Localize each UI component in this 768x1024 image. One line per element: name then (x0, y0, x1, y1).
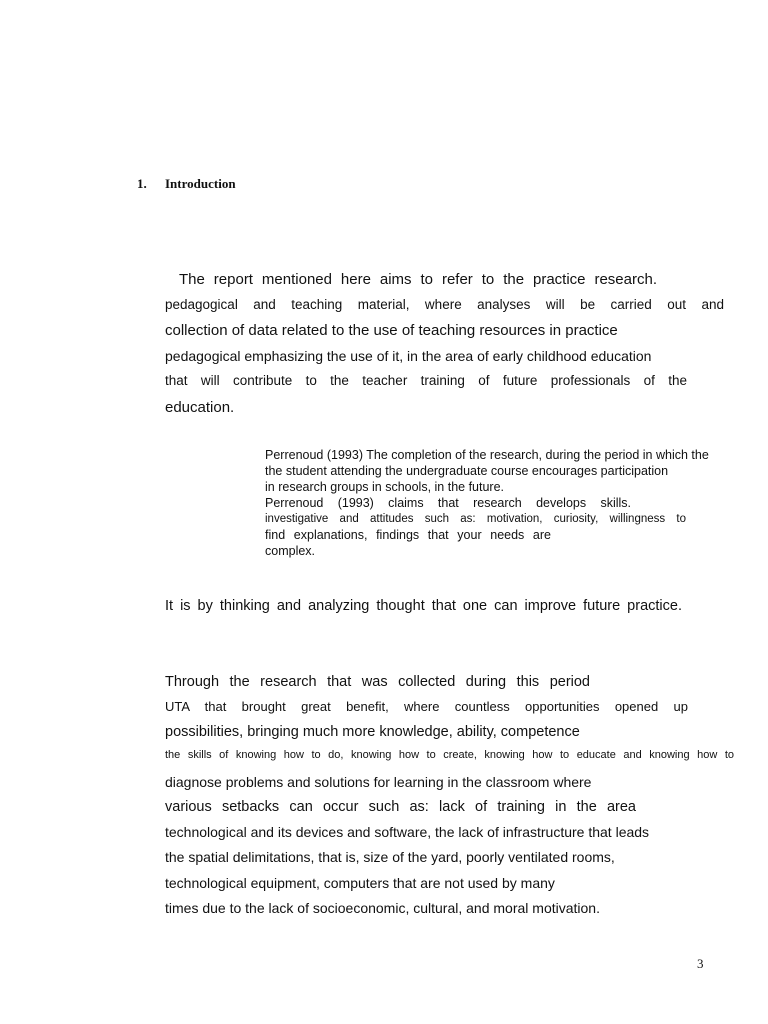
quote-line-7: complex. (265, 544, 316, 558)
paragraph-3-line-1: Through the research that was collected during this period (165, 674, 590, 690)
paragraph-1-line-1: The report mentioned here aims to refer to the practice research. (179, 271, 657, 288)
paragraph-3-line-8: the spatial delimitations, that is, size of the yard, poorly ventilated rooms, (165, 849, 615, 865)
paragraph-3-line-10: times due to the lack of socioeconomic, cultural, and moral motivation. (165, 900, 600, 916)
paragraph-3-line-2: UTA that brought great benefit, where countless opportunities opened up (165, 699, 688, 714)
paragraph-2: It is by thinking and analyzing thought that one can improve future practice. (165, 598, 682, 614)
paragraph-1-line-4: pedagogical emphasizing the use of it, in the area of early childhood education (165, 348, 652, 364)
quote-line-1: Perrenoud (1993) The completion of the research, during the period in which the (265, 448, 709, 462)
quote-line-6: find explanations, findings that your needs are (265, 528, 551, 542)
section-number: 1. (137, 176, 147, 191)
quote-line-3: in research groups in schools, in the future. (265, 480, 505, 494)
paragraph-3-line-9: technological equipment, computers that are not used by many (165, 875, 555, 891)
paragraph-1-line-6: education. (165, 399, 235, 416)
paragraph-3-line-3: possibilities, bringing much more knowledge, ability, competence (165, 724, 580, 740)
paragraph-1-line-2: pedagogical and teaching material, where analyses will be carried out and (165, 297, 724, 312)
quote-line-4: Perrenoud (1993) claims that research develops skills. (265, 496, 631, 510)
paragraph-3-line-4: the skills of knowing how to do, knowing how to create, knowing how to educate and knowing how to (165, 749, 734, 761)
section-heading (137, 176, 236, 192)
paragraph-1-line-3: collection of data related to the use of teaching resources in practice (165, 322, 618, 339)
quote-line-5: investigative and attitudes such as: motivation, curiosity, willingness to (265, 513, 686, 525)
section-title: Introduction (165, 176, 236, 191)
page-number: 3 (697, 956, 704, 971)
paragraph-3-line-6: various setbacks can occur such as: lack of training in the area (165, 799, 636, 815)
quote-line-2: the student attending the undergraduate course encourages participation (265, 464, 669, 478)
paragraph-1-line-5: that will contribute to the teacher training of future professionals of the (165, 373, 687, 388)
paragraph-3-line-5: diagnose problems and solutions for learning in the classroom where (165, 774, 592, 790)
paragraph-3-line-7: technological and its devices and software, the lack of infrastructure that leads (165, 824, 650, 840)
